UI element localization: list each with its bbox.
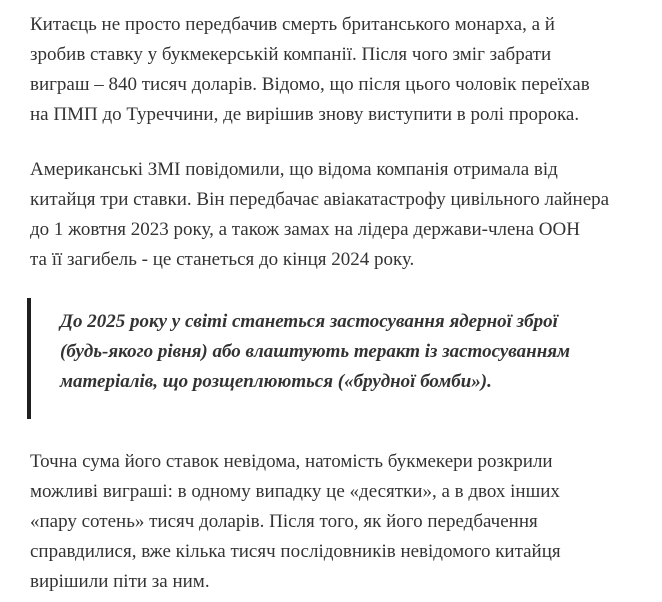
blockquote: [27, 298, 647, 419]
paragraph-line: можливі виграші: в одному випадку це «десятки», а в двох інших: [30, 481, 560, 502]
paragraph-line: зробив ставку у букмекерській компанії. Після чого зміг забрати: [30, 44, 552, 65]
paragraph-line: Американські ЗМІ повідомили, що відома компанія отримала від: [30, 159, 558, 180]
paragraph-1: [30, 10, 652, 130]
quote-line: До 2025 року у світі станеться застосування ядерної зброї: [60, 311, 558, 332]
paragraph-2: [30, 155, 652, 275]
quote-line: (будь-якого рівня) або влаштують теракт із застосуванням: [60, 341, 571, 362]
paragraph-line: справдилися, вже кілька тисяч послідовників невідомого китайця: [30, 541, 561, 562]
paragraph-line: виграш – 840 тисяч доларів. Відомо, що після цього чоловік переїхав: [30, 74, 590, 95]
paragraph-line: Точна сума його ставок невідома, натомість букмекери розкрили: [30, 451, 553, 472]
paragraph-line: китайця три ставки. Він передбачає авіакатастрофу цивільного лайнера: [30, 189, 610, 210]
paragraph-line: та її загибель - це станеться до кінця 2024 року.: [30, 249, 415, 270]
quote-line: матеріалів, що розщеплюються («брудної бомби»).: [60, 371, 492, 392]
paragraph-line: «пару сотень» тисяч доларів. Після того, як його передбачення: [30, 511, 538, 532]
paragraph-line: Китаєць не просто передбачив смерть британського монарха, а й: [30, 14, 555, 35]
paragraph-line: до 1 жовтня 2023 року, а також замах на лідера держави-члена ООН: [30, 219, 580, 240]
paragraph-line: на ПМП до Туреччини, де вирішив знову виступити в ролі пророка.: [30, 104, 580, 125]
paragraph-line: вирішили піти за ним.: [30, 571, 210, 592]
blockquote-text: [60, 307, 570, 397]
paragraph-3: [30, 447, 652, 597]
